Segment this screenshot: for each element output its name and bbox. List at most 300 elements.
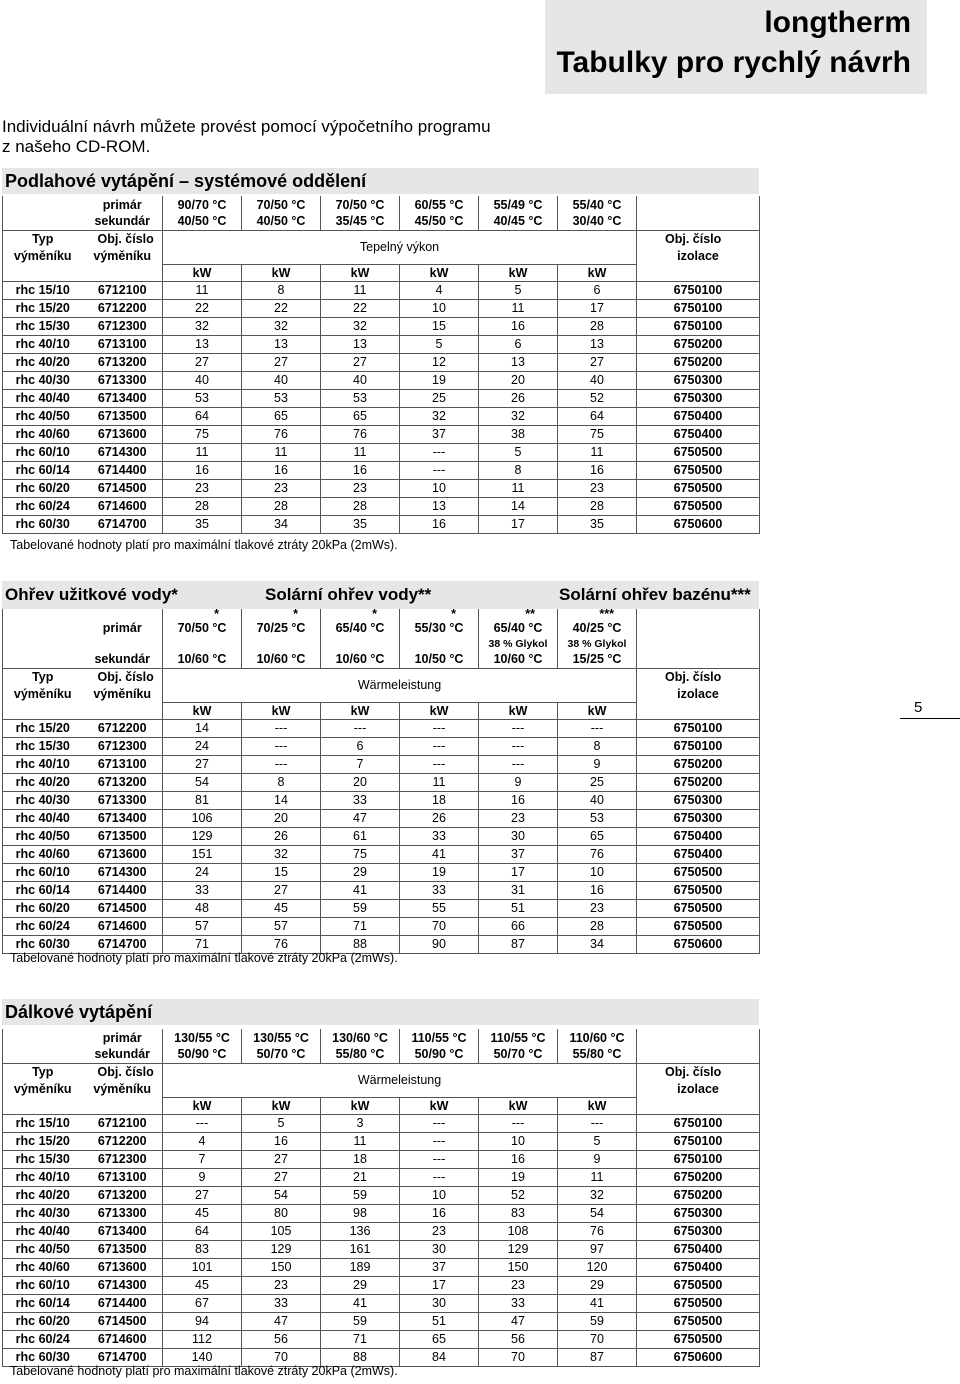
cell-type: rhc 15/30 [3,737,83,755]
cell-power-kw: 11 [479,479,558,497]
vymeniku-label: výměníku [93,1081,152,1096]
cell-power-kw: 22 [163,299,242,317]
table-row [3,317,760,335]
cell-power-kw: 9 [163,1168,242,1186]
cell-power-kw: 4 [163,1132,242,1150]
cell-insulation-number: 6750100 [637,1132,760,1150]
cell-power-kw: 88 [321,1348,400,1366]
unit-kw: kW [321,1097,400,1114]
cell-type: rhc 40/30 [3,1204,83,1222]
cell-power-kw: 37 [479,845,558,863]
cell-power-kw: 23 [558,899,637,917]
cell-power-kw: 29 [321,1276,400,1294]
cell-power-kw: 54 [242,1186,321,1204]
cell-power-kw: 70 [400,917,479,935]
cell-insulation-number: 6750300 [637,371,760,389]
cell-power-kw: 53 [321,389,400,407]
cell-order-number: 6714600 [83,917,163,935]
cell-power-kw: 27 [163,353,242,371]
cell-power-kw: 7 [321,755,400,773]
cell-power-kw: 10 [558,863,637,881]
cell-power-kw: 41 [321,1294,400,1312]
cell-power-kw: 66 [479,917,558,935]
table-row [3,773,760,791]
cell-power-kw: 105 [242,1222,321,1240]
cell-type: rhc 40/20 [3,773,83,791]
cell-power-kw: 55 [400,899,479,917]
header-box [545,0,927,94]
intro-line-2: z našeho CD-ROM. [2,137,151,156]
cell-power-kw: 56 [242,1330,321,1348]
cell-power-kw: --- [400,443,479,461]
table-row [3,281,760,299]
star-mark: * [400,609,479,619]
cell-insulation-number: 6750300 [637,791,760,809]
cell-insulation-number: 6750500 [637,863,760,881]
cell-power-kw: 16 [558,461,637,479]
cell-power-kw: 23 [242,479,321,497]
primary-temp: 110/60 °C [558,1029,637,1046]
cell-power-kw: 64 [163,407,242,425]
cell-type: rhc 60/30 [3,515,83,533]
cell-insulation-number: 6750500 [637,443,760,461]
obj-label: Obj. číslo [83,668,163,685]
cell-type: rhc 15/20 [3,1132,83,1150]
cell-power-kw: 8 [242,281,321,299]
table-row [3,1168,760,1186]
cell-order-number: 6714400 [83,1294,163,1312]
table-row [3,719,760,737]
cell-power-kw: 83 [479,1204,558,1222]
secondary-temp: 55/80 °C [321,1046,400,1063]
cell-power-kw: 22 [321,299,400,317]
cell-insulation-number: 6750200 [637,1186,760,1204]
cell-type: rhc 60/30 [3,935,83,953]
cell-type: rhc 60/24 [3,1330,83,1348]
cell-order-number: 6713100 [83,335,163,353]
cell-power-kw: 75 [321,845,400,863]
unit-kw: kW [163,264,242,281]
secondary-temp: 10/60 °C [242,651,321,668]
section-title-hot-water: Ohřev užitkové vody* [5,585,178,604]
secondary-temp: 10/50 °C [400,651,479,668]
cell-order-number: 6713100 [83,1168,163,1186]
izolace-label: izolace [637,1080,760,1097]
table-row [3,1114,760,1132]
cell-type: rhc 60/10 [3,1276,83,1294]
cell-power-kw: 11 [163,281,242,299]
cell-order-number: 6713600 [83,425,163,443]
secondary-label: sekundár [94,214,151,229]
cell-power-kw: 80 [242,1204,321,1222]
secondary-temp: 40/50 °C [163,213,242,230]
cell-power-kw: 25 [400,389,479,407]
cell-order-number: 6714500 [83,479,163,497]
cell-insulation-number: 6750100 [637,719,760,737]
cell-type: rhc 15/20 [3,719,83,737]
cell-power-kw: 13 [400,497,479,515]
table-row [3,443,760,461]
secondary-temp: 30/40 °C [558,213,637,230]
page-title: Tabulky pro rychlý návrh [556,46,911,79]
cell-power-kw: 5 [558,1132,637,1150]
cell-power-kw: 33 [163,881,242,899]
cell-power-kw: 17 [479,515,558,533]
cell-type: rhc 40/10 [3,335,83,353]
table-note: Tabelované hodnoty platí pro maximální tlakové ztráty 20kPa (2mWs). [10,951,398,965]
table-row [3,1150,760,1168]
star-mark: *** [558,609,637,619]
primary-temp: 55/49 °C [479,196,558,213]
page-number: 5 [914,699,923,716]
cell-power-kw: --- [400,1150,479,1168]
table-row [3,1312,760,1330]
table-note: Tabelované hodnoty platí pro maximální tlakové ztráty 20kPa (2mWs). [10,538,398,552]
unit-kw: kW [479,264,558,281]
unit-kw: kW [479,1097,558,1114]
cell-order-number: 6714600 [83,497,163,515]
section-title-district-heating: Dálkové vytápění [2,999,759,1025]
cell-power-kw: 13 [558,335,637,353]
cell-power-kw: 24 [163,737,242,755]
group-label: Wärmeleistung [163,1063,637,1097]
cell-power-kw: 71 [163,935,242,953]
cell-order-number: 6714500 [83,1312,163,1330]
vymeniku-label: výměníku [3,247,83,264]
cell-power-kw: 14 [479,497,558,515]
obj-label: Obj. číslo [83,1063,163,1080]
cell-power-kw: 76 [321,425,400,443]
cell-power-kw: 28 [558,497,637,515]
table-row [3,425,760,443]
cell-power-kw: 15 [400,317,479,335]
cell-power-kw: 16 [479,1150,558,1168]
section-title-solar-pool: Solární ohřev bazénu*** [559,585,751,604]
cell-power-kw: 52 [479,1186,558,1204]
cell-power-kw: 11 [558,443,637,461]
cell-power-kw: 65 [558,827,637,845]
cell-order-number: 6714300 [83,863,163,881]
primary-temp: 40/25 °C [558,619,637,637]
cell-order-number: 6713200 [83,773,163,791]
unit-kw: kW [242,1097,321,1114]
cell-type: rhc 40/30 [3,371,83,389]
secondary-temp: 40/45 °C [479,213,558,230]
cell-insulation-number: 6750500 [637,1276,760,1294]
cell-order-number: 6714600 [83,1330,163,1348]
cell-power-kw: 23 [242,1276,321,1294]
cell-power-kw: 83 [163,1240,242,1258]
table-row [3,1204,760,1222]
cell-power-kw: 41 [321,881,400,899]
cell-power-kw: 12 [400,353,479,371]
cell-power-kw: --- [479,737,558,755]
cell-power-kw: 28 [558,317,637,335]
cell-type: rhc 40/20 [3,1186,83,1204]
cell-power-kw: 16 [242,461,321,479]
unit-kw: kW [321,702,400,719]
table-row [3,737,760,755]
cell-insulation-number: 6750300 [637,1222,760,1240]
cell-power-kw: 30 [479,827,558,845]
cell-power-kw: 106 [163,809,242,827]
secondary-temp: 35/45 °C [321,213,400,230]
cell-power-kw: 136 [321,1222,400,1240]
cell-power-kw: --- [400,1114,479,1132]
cell-insulation-number: 6750300 [637,809,760,827]
cell-power-kw: 9 [558,755,637,773]
cell-power-kw: 45 [163,1204,242,1222]
table-row [3,479,760,497]
cell-insulation-number: 6750400 [637,1258,760,1276]
cell-power-kw: 22 [242,299,321,317]
district-heating-table [2,1029,760,1367]
primary-temp: 65/40 °C [321,619,400,637]
cell-power-kw: --- [242,755,321,773]
cell-insulation-number: 6750500 [637,497,760,515]
cell-power-kw: 30 [400,1240,479,1258]
table-row [3,881,760,899]
cell-power-kw: 40 [163,371,242,389]
cell-order-number: 6712300 [83,737,163,755]
cell-power-kw: 16 [400,1204,479,1222]
unit-kw: kW [242,264,321,281]
cell-power-kw: 10 [479,1132,558,1150]
cell-type: rhc 15/10 [3,281,83,299]
cell-order-number: 6713500 [83,1240,163,1258]
table-row [3,791,760,809]
secondary-temp: 50/70 °C [479,1046,558,1063]
cell-power-kw: 8 [242,773,321,791]
cell-power-kw: 32 [400,407,479,425]
cell-power-kw: 108 [479,1222,558,1240]
cell-power-kw: 51 [479,899,558,917]
cell-power-kw: --- [163,1114,242,1132]
cell-power-kw: 19 [400,371,479,389]
star-mark: * [163,609,242,619]
table-row [3,1132,760,1150]
cell-order-number: 6713300 [83,1204,163,1222]
cell-power-kw: 5 [479,281,558,299]
intro-line-1: Individuální návrh můžete provést pomocí výpočetního programu [2,117,491,136]
cell-power-kw: 47 [321,809,400,827]
cell-power-kw: 120 [558,1258,637,1276]
cell-type: rhc 40/50 [3,827,83,845]
cell-power-kw: 28 [558,917,637,935]
cell-power-kw: 23 [479,809,558,827]
cell-power-kw: 16 [163,461,242,479]
cell-power-kw: 25 [558,773,637,791]
cell-power-kw: 32 [479,407,558,425]
cell-power-kw: 32 [321,317,400,335]
cell-power-kw: 23 [321,479,400,497]
cell-power-kw: 59 [321,899,400,917]
unit-kw: kW [400,264,479,281]
cell-power-kw: 45 [242,899,321,917]
cell-power-kw: 23 [479,1276,558,1294]
cell-power-kw: 40 [558,371,637,389]
cell-power-kw: 26 [400,809,479,827]
cell-type: rhc 15/30 [3,1150,83,1168]
cell-power-kw: 76 [558,845,637,863]
cell-insulation-number: 6750500 [637,899,760,917]
cell-order-number: 6714500 [83,899,163,917]
cell-insulation-number: 6750400 [637,425,760,443]
cell-power-kw: 129 [479,1240,558,1258]
cell-power-kw: 13 [479,353,558,371]
table-row [3,863,760,881]
secondary-label: sekundár [94,652,151,667]
cell-order-number: 6713100 [83,755,163,773]
cell-power-kw: 76 [242,935,321,953]
vymeniku-label: výměníku [93,248,152,263]
primary-temp: 130/60 °C [321,1029,400,1046]
cell-type: rhc 60/20 [3,899,83,917]
cell-power-kw: 13 [163,335,242,353]
obj-label-izolace: Obj. číslo [637,230,760,247]
unit-kw: kW [558,702,637,719]
unit-kw: kW [558,264,637,281]
cell-power-kw: 54 [558,1204,637,1222]
cell-power-kw: --- [400,719,479,737]
section-title-solar-water: Solární ohřev vody** [265,585,432,604]
cell-power-kw: 28 [163,497,242,515]
cell-type: rhc 60/10 [3,443,83,461]
table-row [3,407,760,425]
primary-temp: 65/40 °C [479,619,558,637]
cell-order-number: 6713200 [83,1186,163,1204]
cell-insulation-number: 6750100 [637,281,760,299]
cell-power-kw: --- [558,719,637,737]
cell-power-kw: 31 [479,881,558,899]
cell-power-kw: 8 [558,737,637,755]
cell-order-number: 6713500 [83,827,163,845]
cell-power-kw: 88 [321,935,400,953]
cell-power-kw: 47 [242,1312,321,1330]
cell-insulation-number: 6750500 [637,1330,760,1348]
cell-power-kw: 11 [479,299,558,317]
cell-power-kw: 10 [400,299,479,317]
cell-power-kw: 161 [321,1240,400,1258]
primary-temp: 110/55 °C [400,1029,479,1046]
cell-power-kw: 13 [242,335,321,353]
obj-label-izolace: Obj. číslo [637,668,760,685]
cell-power-kw: 29 [321,863,400,881]
intro-text [2,117,522,157]
cell-power-kw: 17 [479,863,558,881]
cell-order-number: 6713300 [83,791,163,809]
cell-type: rhc 15/20 [3,299,83,317]
table-row [3,755,760,773]
cell-power-kw: 52 [558,389,637,407]
cell-power-kw: 45 [163,1276,242,1294]
cell-power-kw: 8 [479,461,558,479]
primary-temp: 55/40 °C [558,196,637,213]
cell-power-kw: 61 [321,827,400,845]
typ-label: Typ [3,1063,83,1080]
cell-order-number: 6714700 [83,935,163,953]
secondary-temp: 50/90 °C [400,1046,479,1063]
star-mark: * [242,609,321,619]
cell-power-kw: 16 [321,461,400,479]
cell-power-kw: 27 [163,1186,242,1204]
cell-power-kw: 67 [163,1294,242,1312]
cell-insulation-number: 6750200 [637,335,760,353]
cell-power-kw: 54 [163,773,242,791]
table-row [3,353,760,371]
primary-temp: 70/50 °C [163,619,242,637]
table-row [3,1186,760,1204]
cell-power-kw: 47 [479,1312,558,1330]
cell-power-kw: 51 [400,1312,479,1330]
cell-power-kw: 33 [479,1294,558,1312]
cell-power-kw: 33 [242,1294,321,1312]
cell-type: rhc 60/14 [3,881,83,899]
cell-power-kw: 16 [479,791,558,809]
secondary-temp: 40/50 °C [242,213,321,230]
cell-insulation-number: 6750500 [637,881,760,899]
cell-order-number: 6713400 [83,389,163,407]
cell-type: rhc 60/10 [3,863,83,881]
typ-label: Typ [3,668,83,685]
cell-power-kw: 71 [321,917,400,935]
glykol-label: 38 % Glykol [479,637,558,651]
cell-power-kw: 3 [321,1114,400,1132]
cell-power-kw: 76 [242,425,321,443]
cell-power-kw: 34 [242,515,321,533]
primary-temp: 60/55 °C [400,196,479,213]
cell-type: rhc 40/40 [3,809,83,827]
secondary-temp: 10/60 °C [479,651,558,668]
unit-kw: kW [558,1097,637,1114]
cell-power-kw: --- [242,737,321,755]
cell-power-kw: 34 [558,935,637,953]
cell-power-kw: 32 [242,317,321,335]
secondary-temp: 10/60 °C [163,651,242,668]
table-row [3,899,760,917]
cell-power-kw: 18 [321,1150,400,1168]
cell-power-kw: 57 [163,917,242,935]
cell-order-number: 6713400 [83,1222,163,1240]
unit-kw: kW [321,264,400,281]
cell-power-kw: 5 [479,443,558,461]
cell-power-kw: 150 [479,1258,558,1276]
cell-insulation-number: 6750100 [637,317,760,335]
cell-power-kw: 70 [242,1348,321,1366]
cell-power-kw: 40 [321,371,400,389]
cell-power-kw: 11 [321,281,400,299]
cell-type: rhc 40/50 [3,407,83,425]
table-note: Tabelované hodnoty platí pro maximální tlakové ztráty 20kPa (2mWs). [10,1364,398,1378]
cell-power-kw: 41 [400,845,479,863]
table-row [3,515,760,533]
cell-power-kw: 84 [400,1348,479,1366]
cell-power-kw: 26 [479,389,558,407]
cell-power-kw: 7 [163,1150,242,1168]
cell-type: rhc 15/30 [3,317,83,335]
cell-power-kw: 65 [400,1330,479,1348]
cell-order-number: 6712100 [83,1114,163,1132]
cell-power-kw: 23 [400,1222,479,1240]
primary-temp: 110/55 °C [479,1029,558,1046]
cell-power-kw: 75 [558,425,637,443]
cell-power-kw: 87 [558,1348,637,1366]
cell-insulation-number: 6750300 [637,1204,760,1222]
cell-power-kw: 32 [242,845,321,863]
cell-type: rhc 40/10 [3,1168,83,1186]
unit-kw: kW [242,702,321,719]
cell-type: rhc 40/20 [3,353,83,371]
